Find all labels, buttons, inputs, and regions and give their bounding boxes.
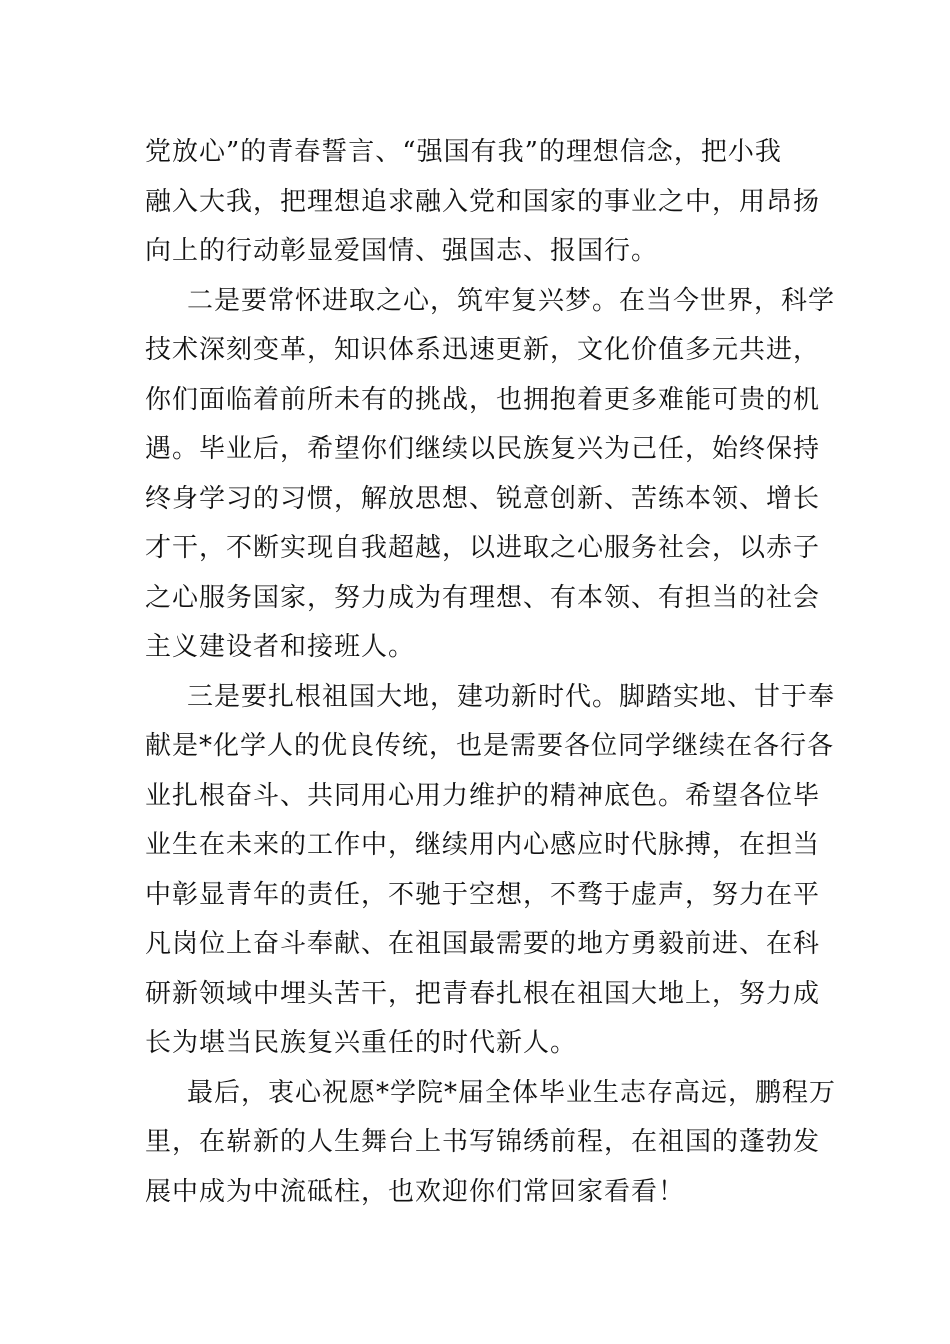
text-line: 研新领域中埋头苦干，把青春扎根在祖国大地上，努力成 bbox=[145, 978, 821, 1009]
text-line: 主义建设者和接班人。 bbox=[145, 632, 416, 662]
text-line: 党放心”的青春誓言、“强国有我”的理想信念，把小我 bbox=[145, 137, 782, 167]
text-line: 终身学习的习惯，解放思想、锐意创新、苦练本领、增长 bbox=[145, 483, 821, 514]
paragraph-start-line: 最后，衷心祝愿*学院*届全体毕业生志存高远，鹏程万 bbox=[187, 1077, 837, 1108]
text-line: 业扎根奋斗、共同用心用力维护的精神底色。希望各位毕 bbox=[145, 780, 821, 811]
text-line: 遇。毕业后，希望你们继续以民族复兴为己任，始终保持 bbox=[145, 434, 821, 464]
text-line: 献是*化学人的优良传统，也是需要各位同学继续在各行各 bbox=[145, 731, 835, 761]
text-line: 才干，不断实现自我超越，以进取之心服务社会，以赤子 bbox=[145, 533, 821, 563]
text-line: 里，在崭新的人生舞台上书写锦绣前程，在祖国的蓬勃发 bbox=[145, 1127, 821, 1157]
text-line: 中彰显青年的责任，不驰于空想，不骛于虚声，努力在平 bbox=[145, 879, 821, 910]
text-line: 向上的行动彰显爱国情、强国志、报国行。 bbox=[145, 236, 659, 266]
text-line: 之心服务国家，努力成为有理想、有本领、有担当的社会 bbox=[145, 582, 821, 613]
text-line: 展中成为中流砥柱，也欢迎你们常回家看看！ bbox=[145, 1176, 686, 1207]
text-line: 业生在未来的工作中，继续用内心感应时代脉搏，在担当 bbox=[145, 830, 821, 860]
document-body bbox=[145, 128, 837, 1217]
paragraph-start-line: 二是要常怀进取之心，筑牢复兴梦。在当今世界，科学 bbox=[187, 285, 836, 316]
text-line: 凡岗位上奋斗奉献、在祖国最需要的地方勇毅前进、在科 bbox=[145, 929, 821, 959]
text-line: 长为堪当民族复兴重任的时代新人。 bbox=[145, 1028, 578, 1058]
text-line: 融入大我，把理想追求融入党和国家的事业之中，用昂扬 bbox=[145, 186, 821, 217]
text-line: 你们面临着前所未有的挑战，也拥抱着更多难能可贵的机 bbox=[145, 384, 821, 415]
text-line: 技术深刻变革，知识体系迅速更新，文化价值多元共进， bbox=[145, 335, 821, 365]
paragraph-start-line: 三是要扎根祖国大地，建功新时代。脚踏实地、甘于奉 bbox=[187, 681, 836, 712]
